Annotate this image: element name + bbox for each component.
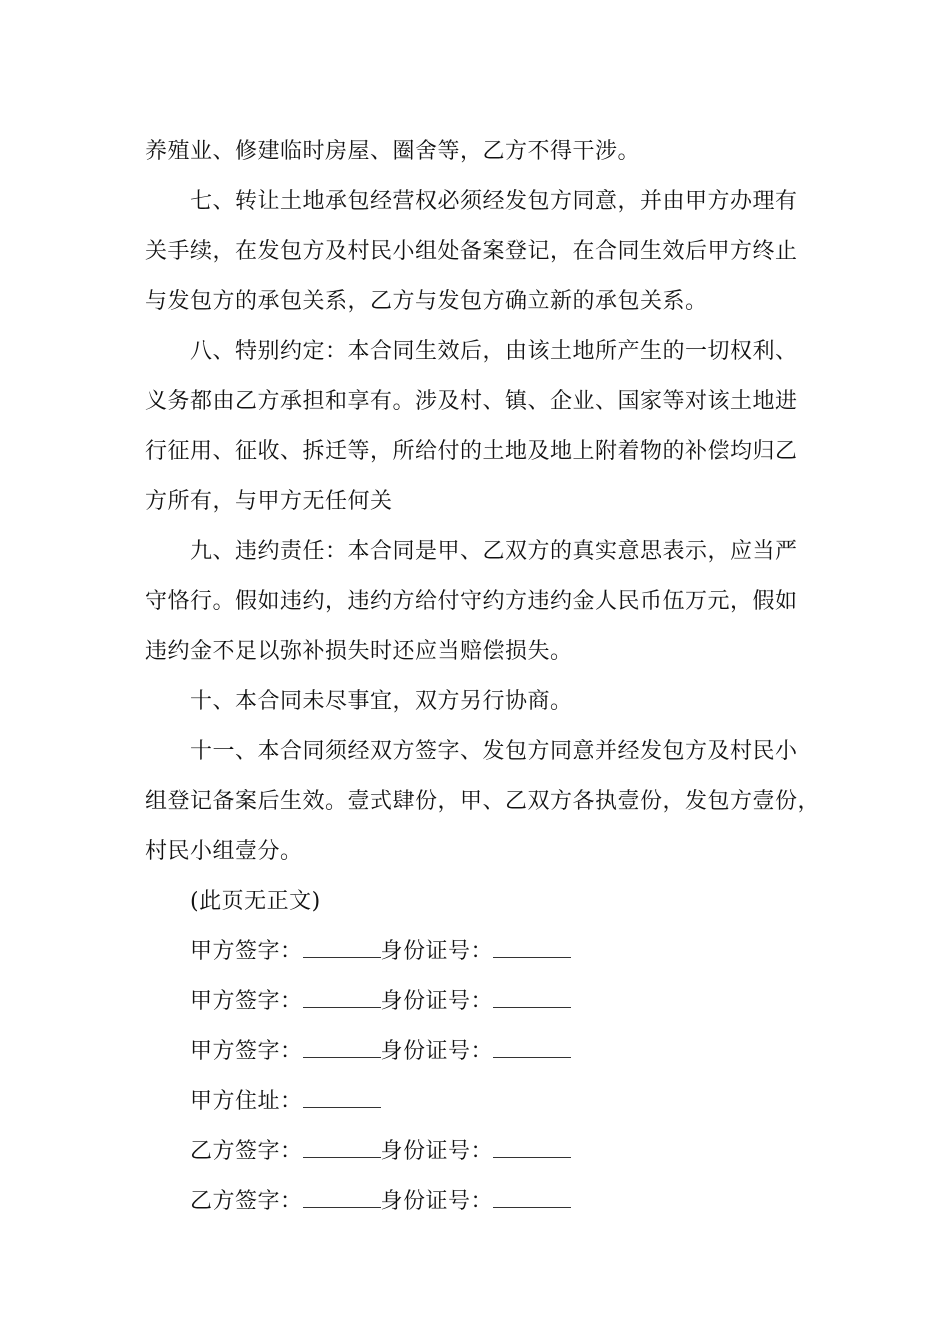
signature-label: 甲方签字： bbox=[190, 1039, 303, 1064]
signature-row bbox=[145, 927, 825, 977]
signature-blank[interactable] bbox=[303, 991, 381, 1008]
clause-8-line: 义务都由乙方承担和享有。涉及村、镇、企业、国家等对该土地进 bbox=[145, 389, 798, 414]
signature-blank[interactable] bbox=[303, 1141, 381, 1158]
clause-8-line: 行征用、征收、拆迁等，所给付的土地及地上附着物的补偿均归乙 bbox=[145, 439, 798, 464]
signature-blank[interactable] bbox=[303, 941, 381, 958]
address-blank[interactable] bbox=[303, 1091, 381, 1108]
signature-label: 乙方签字： bbox=[190, 1139, 303, 1164]
id-number-blank[interactable] bbox=[493, 1191, 571, 1208]
id-number-blank[interactable] bbox=[493, 1141, 571, 1158]
clause-9-line: 守恪行。假如违约，违约方给付守约方违约金人民币伍万元，假如 bbox=[145, 589, 798, 614]
document-body bbox=[145, 127, 825, 1227]
id-number-blank[interactable] bbox=[493, 941, 571, 958]
signature-label: 甲方签字： bbox=[190, 989, 303, 1014]
address-row bbox=[145, 1077, 825, 1127]
clause-10-line: 十、本合同未尽事宜，双方另行协商。 bbox=[190, 689, 573, 714]
signature-row bbox=[145, 977, 825, 1027]
clause-11-line: 村民小组壹分。 bbox=[145, 839, 303, 864]
clause-7-line: 与发包方的承包关系，乙方与发包方确立新的承包关系。 bbox=[145, 289, 708, 314]
clause-7-line: 关手续，在发包方及村民小组处备案登记，在合同生效后甲方终止 bbox=[145, 239, 798, 264]
signature-row bbox=[145, 1027, 825, 1077]
clause-8-line: 方所有，与甲方无任何关 bbox=[145, 489, 393, 514]
clause-11-line: 组登记备案后生效。壹式肆份，甲、乙双方各执壹份，发包方壹份， bbox=[145, 789, 821, 814]
id-number-label: 身份证号： bbox=[380, 1139, 494, 1164]
clause-11-line: 十一、本合同须经双方签字、发包方同意并经发包方及村民小 bbox=[190, 739, 798, 764]
clause-7-line: 七、转让土地承包经营权必须经发包方同意，并由甲方办理有 bbox=[190, 189, 798, 214]
signature-label: 甲方签字： bbox=[190, 939, 303, 964]
clause-9-line: 违约金不足以弥补损失时还应当赔偿损失。 bbox=[145, 639, 573, 664]
address-label: 甲方住址： bbox=[190, 1089, 303, 1114]
signature-row bbox=[145, 1127, 825, 1177]
signature-blank[interactable] bbox=[303, 1041, 381, 1058]
text-line: 养殖业、修建临时房屋、圈舍等，乙方不得干涉。 bbox=[145, 139, 641, 164]
id-number-label: 身份证号： bbox=[380, 989, 494, 1014]
id-number-blank[interactable] bbox=[493, 1041, 571, 1058]
id-number-blank[interactable] bbox=[493, 991, 571, 1008]
signature-label: 乙方签字： bbox=[190, 1189, 303, 1214]
id-number-label: 身份证号： bbox=[380, 1039, 494, 1064]
signature-row bbox=[145, 1177, 825, 1227]
no-text-note: (此页无正文) bbox=[190, 889, 321, 914]
clause-9-line: 九、违约责任：本合同是甲、乙双方的真实意思表示，应当严 bbox=[190, 539, 798, 564]
clause-8-line: 八、特别约定：本合同生效后，由该土地所产生的一切权利、 bbox=[190, 339, 798, 364]
signature-blank[interactable] bbox=[303, 1191, 381, 1208]
id-number-label: 身份证号： bbox=[380, 1189, 494, 1214]
id-number-label: 身份证号： bbox=[380, 939, 494, 964]
